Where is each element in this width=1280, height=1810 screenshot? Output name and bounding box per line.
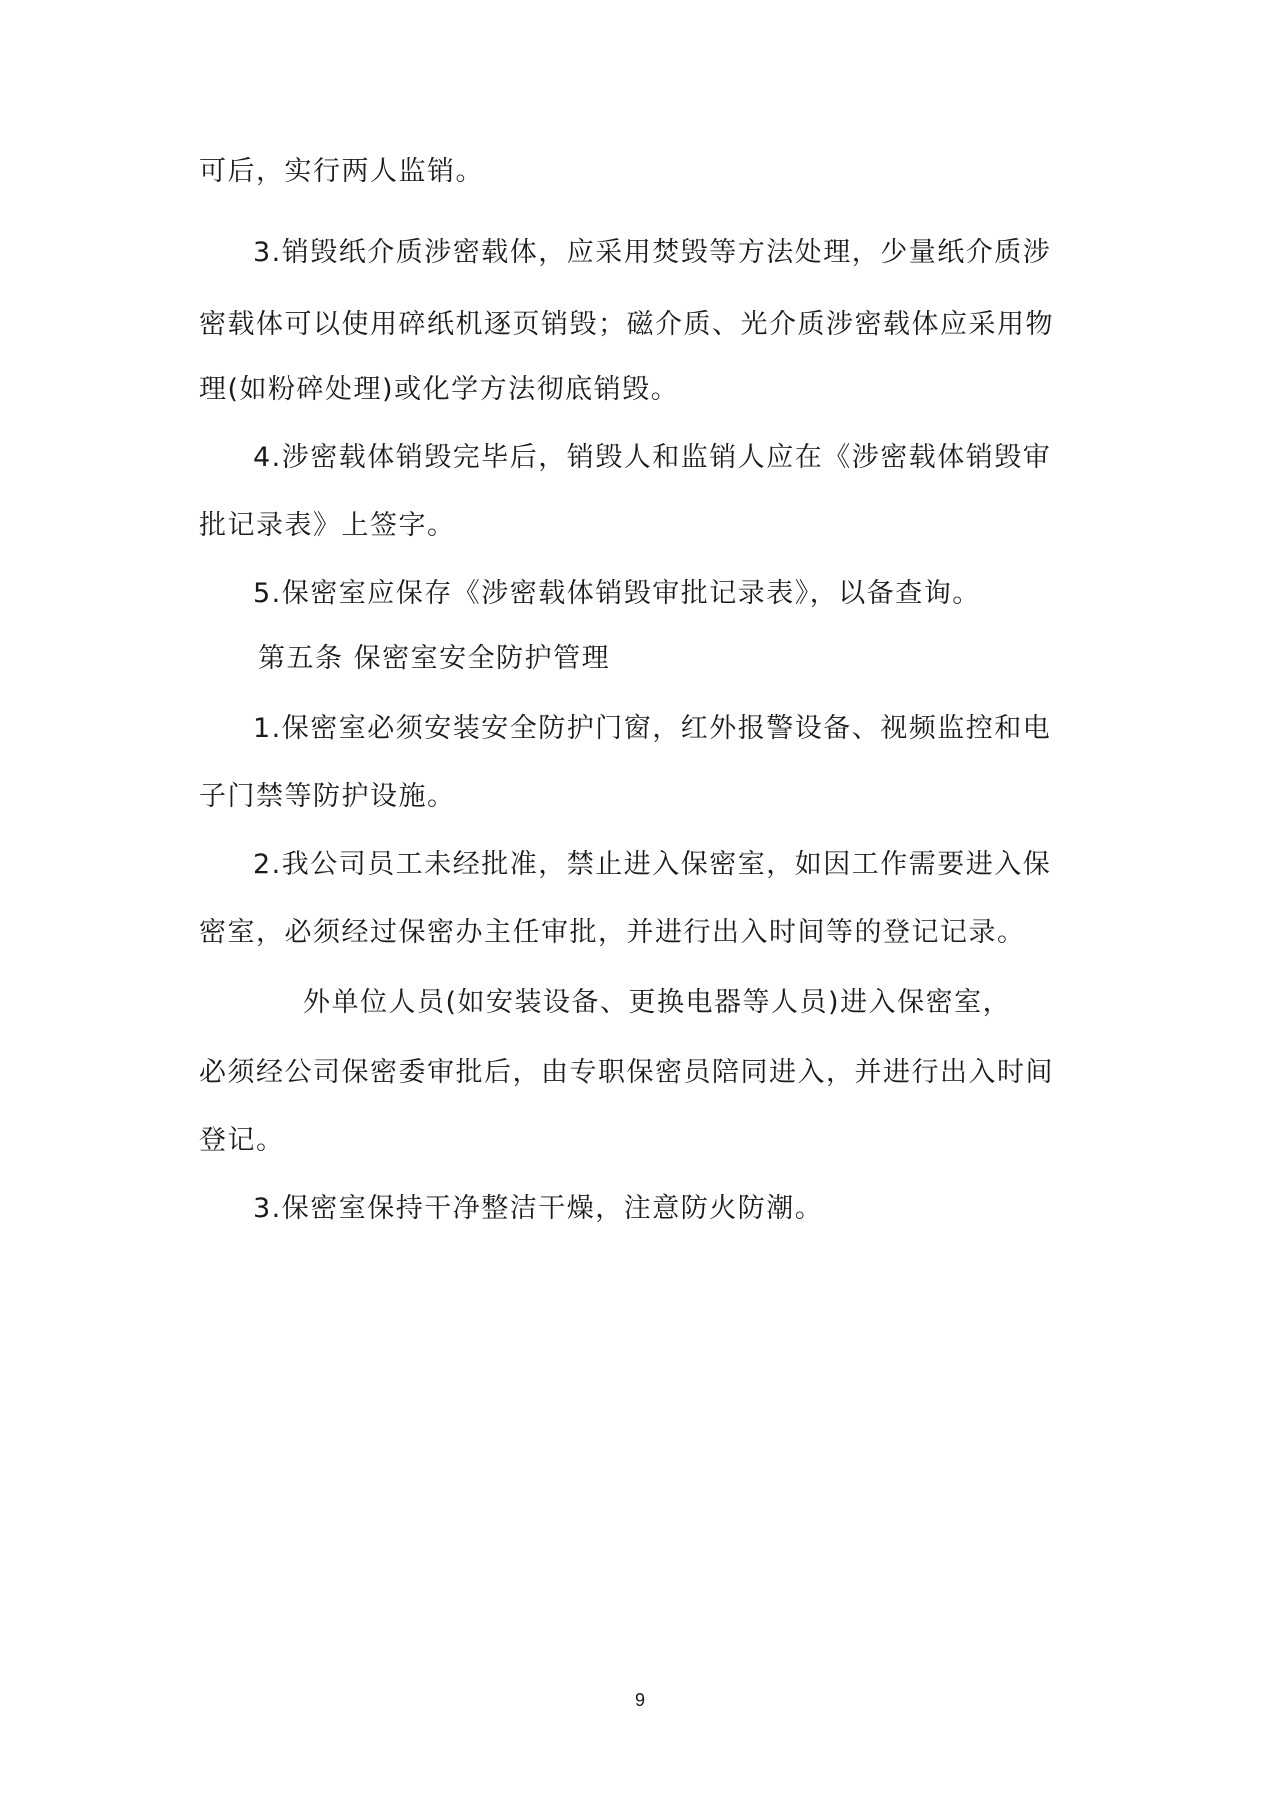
text-line: 必须经公司保密委审批后，由专职保密员陪同进入，并进行出入时间 [199,1057,1054,1088]
text-line: 子门禁等防护设施。 [199,781,456,812]
text-line: 5.保密室应保存《涉密载体销毁审批记录表》，以备查询。 [253,578,981,609]
text-line: 1.保密室必须安装安全防护门窗，红外报警设备、视频监控和电 [253,713,1052,744]
text-line: 登记。 [199,1125,285,1156]
text-line: 可后，实行两人监销。 [199,156,484,187]
section-heading: 第五条 保密室安全防护管理 [258,643,611,674]
text-line: 密室，必须经过保密办主任审批，并进行出入时间等的登记记录。 [199,917,1026,948]
text-line: 外单位人员(如安装设备、更换电器等人员)进入保密室， [303,987,1012,1018]
text-line: 3.保密室保持干净整洁干燥，注意防火防潮。 [253,1193,824,1224]
text-line: 理(如粉碎处理)或化学方法彻底销毁。 [199,374,680,405]
text-line: 4.涉密载体销毁完毕后，销毁人和监销人应在《涉密载体销毁审 [253,442,1052,473]
text-line: 3.销毁纸介质涉密载体，应采用焚毁等方法处理，少量纸介质涉 [253,237,1052,268]
text-line: 2.我公司员工未经批准，禁止进入保密室，如因工作需要进入保 [253,849,1052,880]
page-number: 9 [634,1690,645,1710]
text-line: 批记录表》上签字。 [199,510,456,541]
text-line: 密载体可以使用碎纸机逐页销毁；磁介质、光介质涉密载体应采用物 [199,309,1054,340]
